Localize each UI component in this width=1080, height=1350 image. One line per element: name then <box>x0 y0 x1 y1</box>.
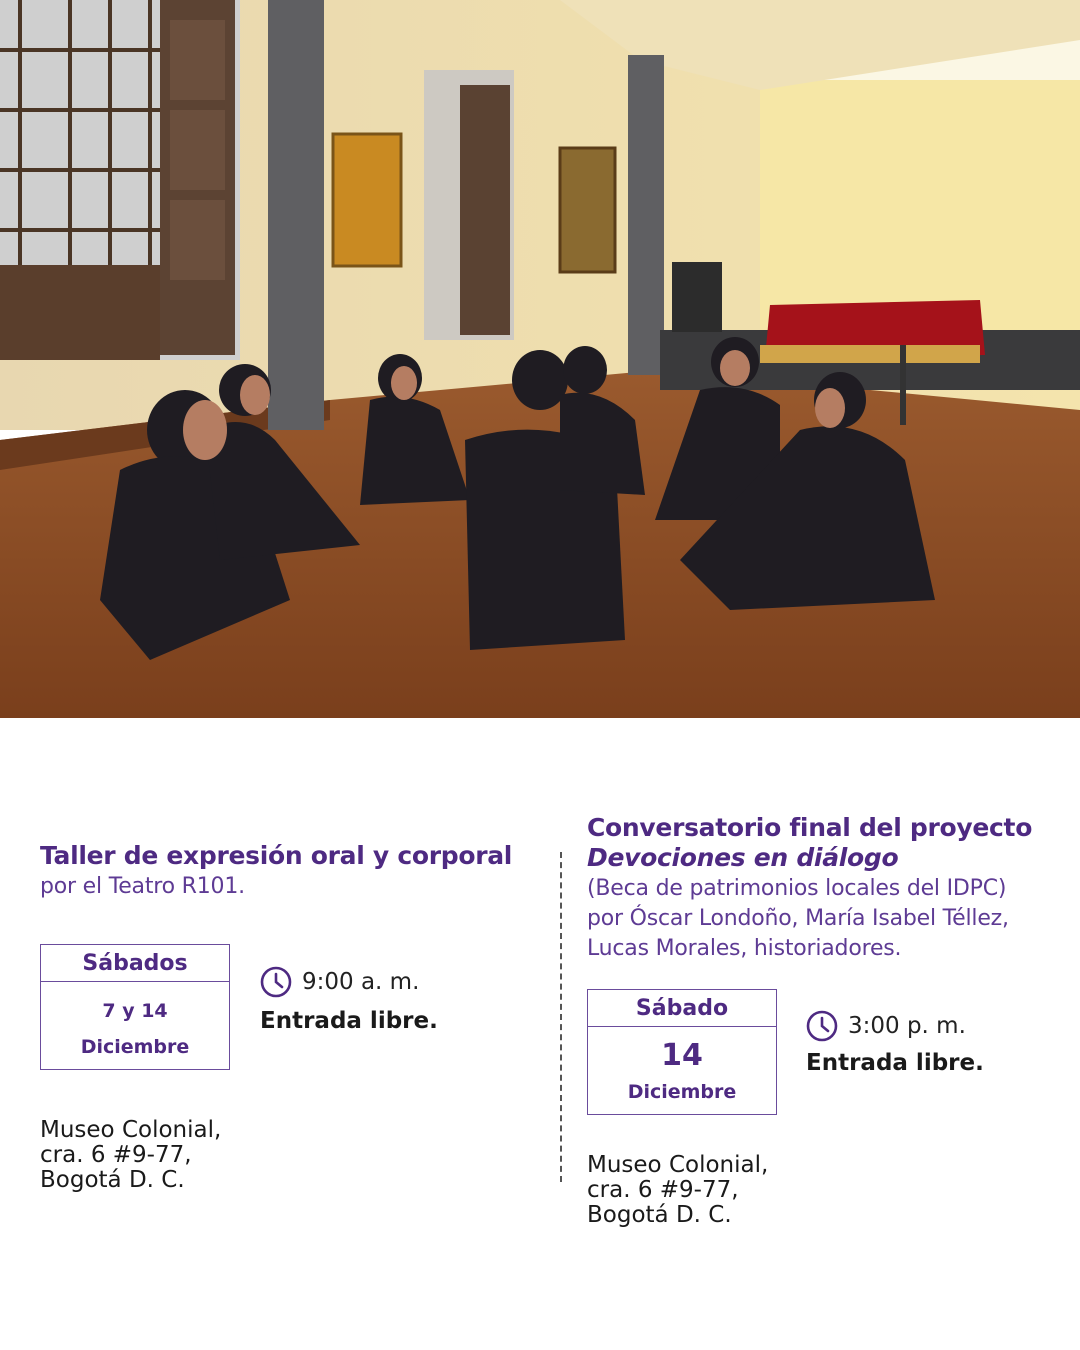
event1-time-row <box>260 966 419 998</box>
event1-admission: Entrada libre. <box>260 1008 438 1034</box>
event1-calendar-month: Diciembre <box>80 1036 190 1058</box>
event2-address-line: Bogotá D. C. <box>587 1202 732 1228</box>
event2-title-italic: Devociones en diálogo <box>587 843 899 872</box>
event1-calendar-badge <box>40 944 230 1070</box>
event2-address <box>587 1153 768 1228</box>
event2-calendar-header: Sábado <box>588 990 776 1027</box>
event2-calendar-month: Diciembre <box>627 1081 737 1103</box>
event2-description <box>587 874 1067 964</box>
event2-description-line: por Óscar Londoño, María Isabel Téllez, <box>587 906 1009 931</box>
event1-calendar-header: Sábados <box>41 945 229 982</box>
event2-address-line: Museo Colonial, <box>587 1152 769 1178</box>
clock-icon <box>260 966 292 998</box>
section-divider <box>560 852 562 1182</box>
event1-address <box>40 1118 221 1193</box>
event2-description-line: Lucas Morales, historiadores. <box>587 936 902 961</box>
event1-subtitle: por el Teatro R101. <box>40 874 245 899</box>
event1-address-line: cra. 6 #9-77, <box>40 1142 192 1168</box>
event1-calendar-day: 7 y 14 <box>102 1000 168 1022</box>
event2-description-line: (Beca de patrimonios locales del IDPC) <box>587 876 1007 901</box>
event2-title-text: Conversatorio final del proyecto <box>587 813 1033 842</box>
event1-title <box>40 841 540 871</box>
event2-admission: Entrada libre. <box>806 1050 984 1076</box>
event1-time: 9:00 a. m. <box>302 969 420 995</box>
clock-icon <box>806 1010 838 1042</box>
event1-address-line: Bogotá D. C. <box>40 1167 185 1193</box>
event2-title <box>587 813 1067 873</box>
event1-address-line: Museo Colonial, <box>40 1117 222 1143</box>
event2-calendar-day: 14 <box>661 1038 703 1073</box>
event2-address-line: cra. 6 #9-77, <box>587 1177 739 1203</box>
event1-title-text: Taller de expresión oral y corporal <box>40 841 513 870</box>
event2-time-row <box>806 1010 966 1042</box>
event2-calendar-badge <box>587 989 777 1115</box>
event2-time: 3:00 p. m. <box>848 1013 966 1039</box>
